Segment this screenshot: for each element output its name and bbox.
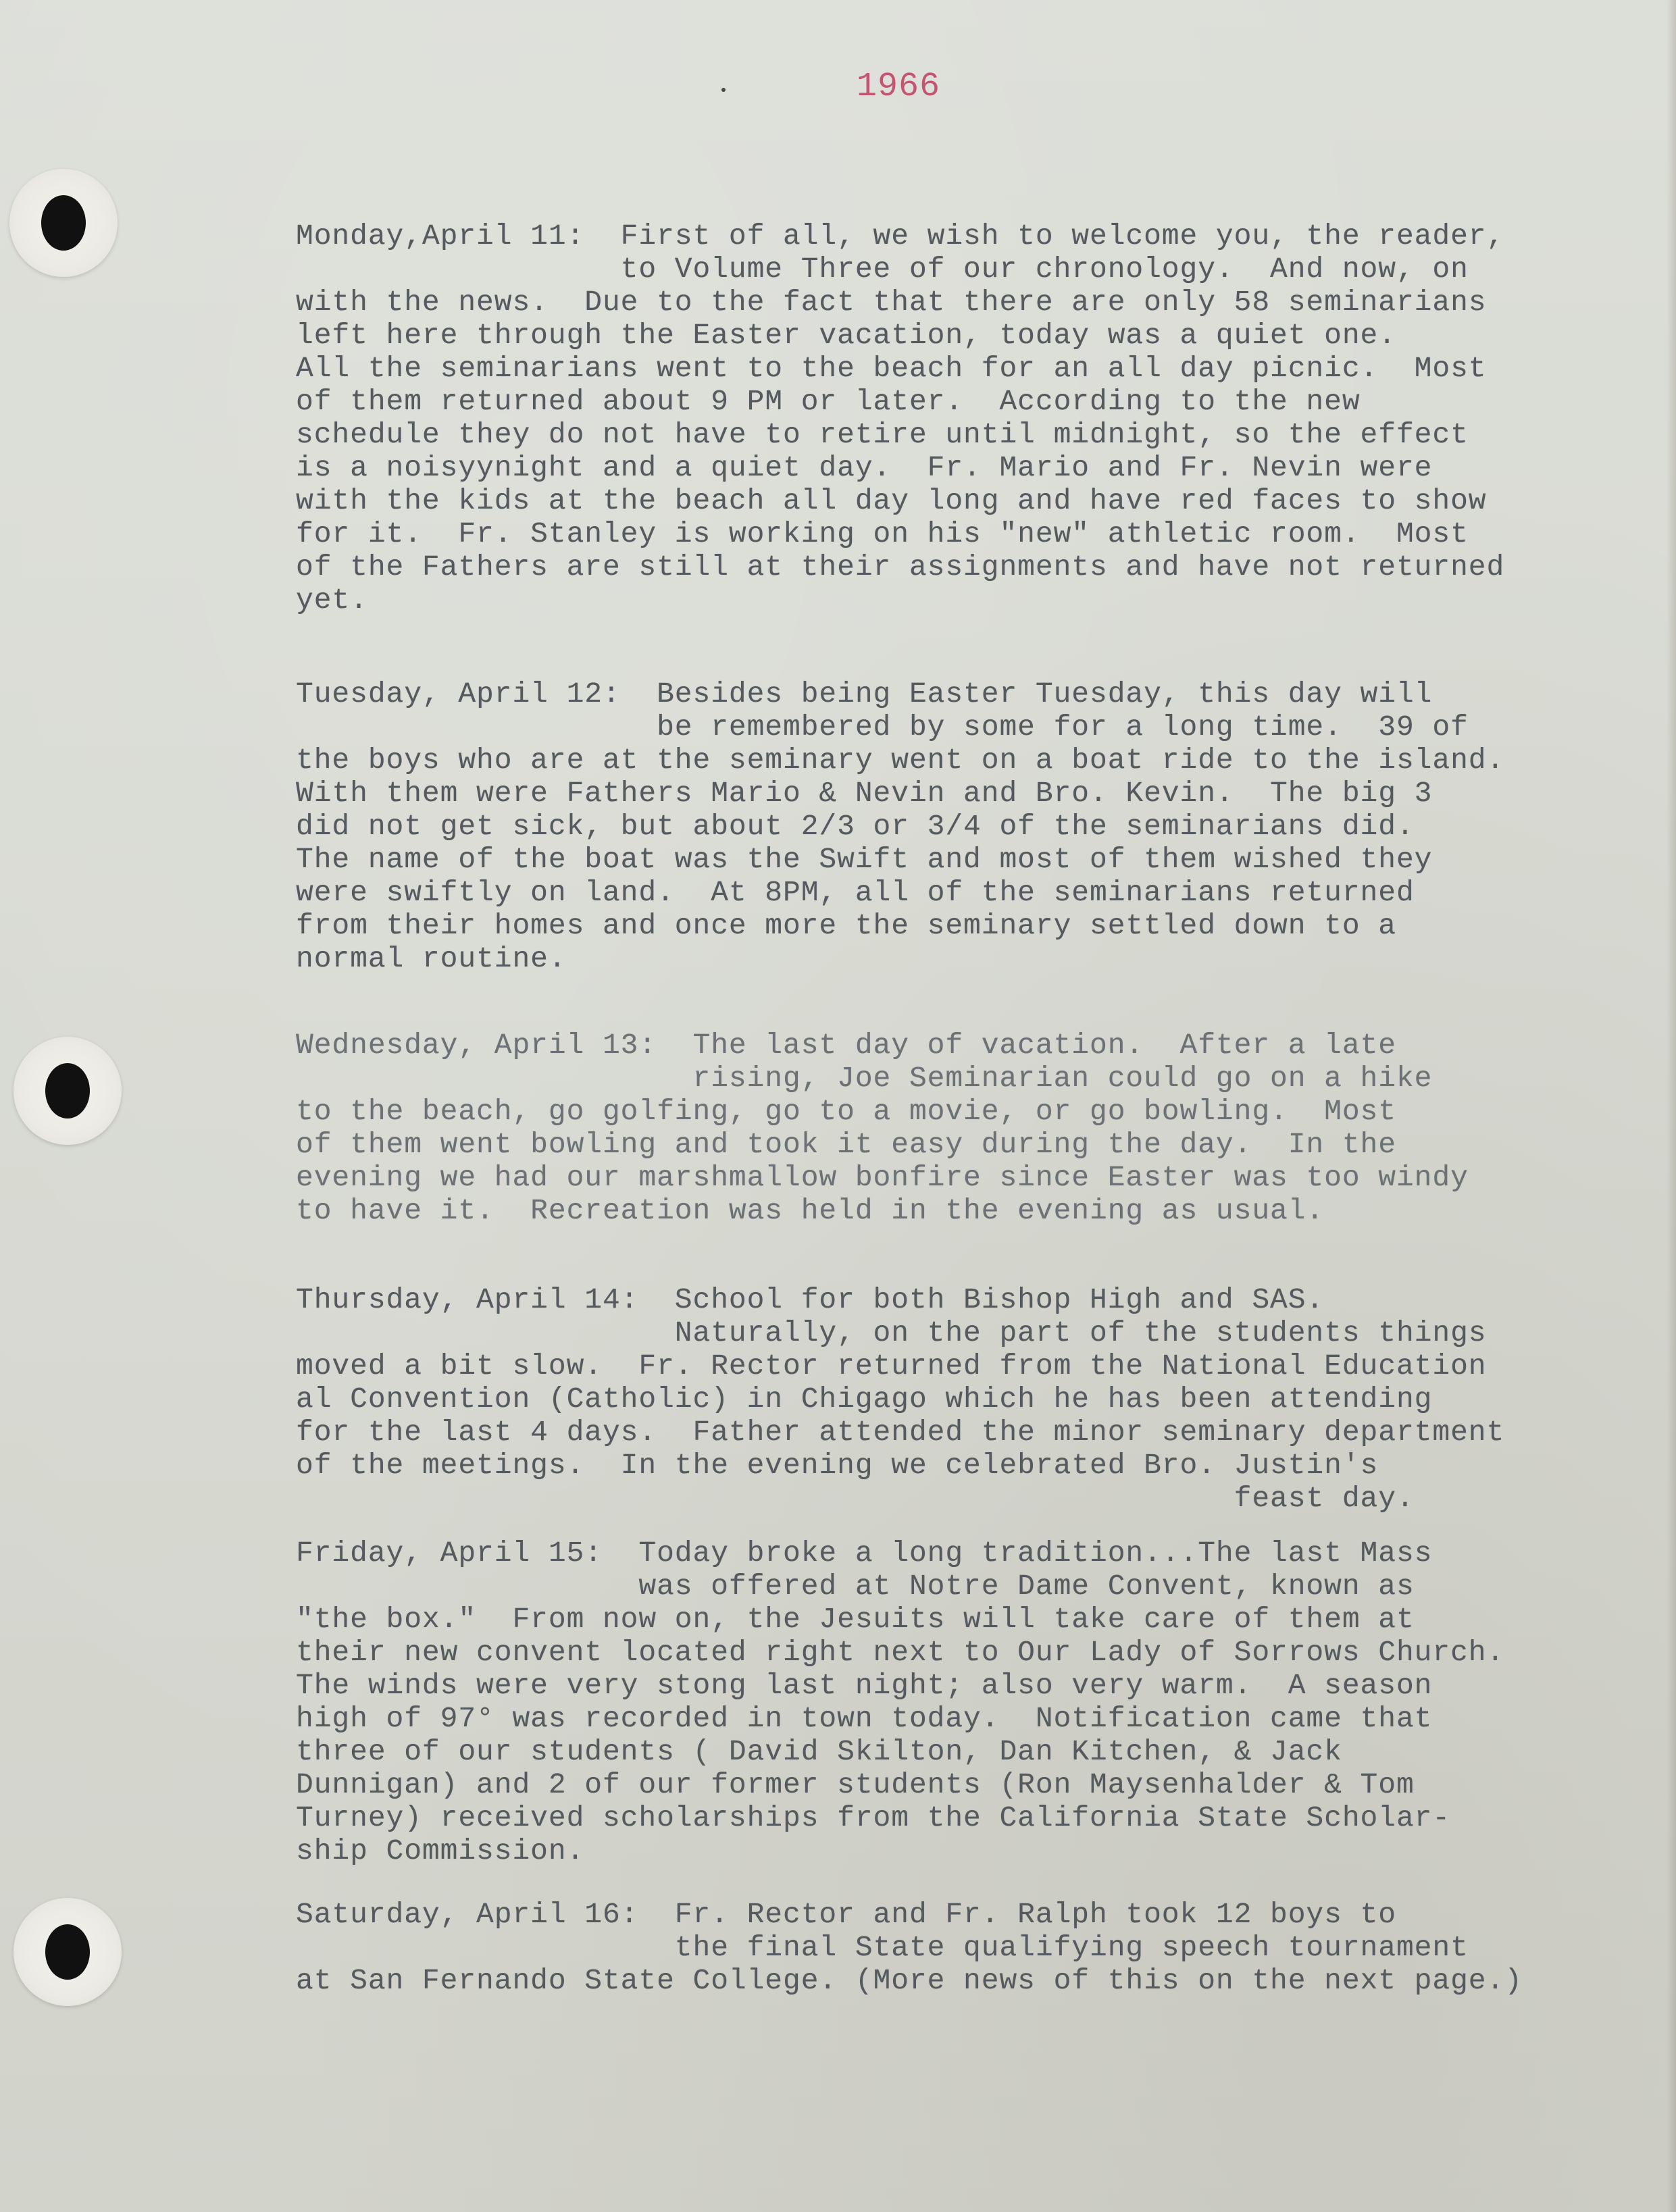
- page-edge-shadow: [1667, 0, 1676, 2212]
- entry-saturday-april-16: Saturday, April 16: Fr. Rector and Fr. Ralph took 12 boys to the final State qualifying speech tournament at San Fernando State College. (More news of this on the next page.): [296, 1898, 1523, 1997]
- entry-thursday-april-14: Thursday, April 14: School for both Bishop High and SAS. Naturally, on the part of the students things moved a bit slow. Fr. Rector returned from the National Education al Convention (Catholic) in Chigago which he has been attending for the last 4 days. Father attended the minor seminary department of the meetings. In the evening we celebrated Bro. Justin's feast day.: [296, 1283, 1505, 1515]
- ink-speck: [721, 88, 726, 92]
- entry-friday-april-15: Friday, April 15: Today broke a long tradition...The last Mass was offered at Notre Dame Convent, known as "the box." From now on, the Jesuits will take care of them at their new convent located right next to Our Lady of Sorrows Church. The winds were very stong last night; also very warm. A season high of 97° was recorded in town today. Notification came that three of our students ( David Skilton, Dan Kitchen, & Jack Dunnigan) and 2 of our former students (Ron Maysenhalder & Tom Turney) received scholarships from the California State Scholar- ship Commission.: [296, 1537, 1505, 1868]
- year-heading: 1966: [857, 68, 941, 106]
- entry-wednesday-april-13: Wednesday, April 13: The last day of vacation. After a late rising, Joe Seminarian could go on a hike to the beach, go golfing, go to a movie, or go bowling. Most of them went bowling and took it easy during the day. In the evening we had our marshmallow bonfire since Easter was too windy to have it. Recreation was held in the evening as usual.: [296, 1029, 1469, 1227]
- binder-hole-middle: [14, 1037, 122, 1145]
- entry-tuesday-april-12: Tuesday, April 12: Besides being Easter Tuesday, this day will be remembered by some for a long time. 39 of the boys who are at the seminary went on a boat ride to the island. With them were Fathers Mario & Nevin and Bro. Kevin. The big 3 did not get sick, but about 2/3 or 3/4 of the seminarians did. The name of the boat was the Swift and most of them wished they were swiftly on land. At 8PM, all of the seminarians returned from their homes and once more the seminary settled down to a normal routine.: [296, 677, 1505, 975]
- binder-hole-bottom: [14, 1898, 122, 2006]
- binder-hole-top: [9, 169, 118, 277]
- entry-monday-april-11: Monday,April 11: First of all, we wish to welcome you, the reader, to Volume Three of our chronology. And now, on with the news. Due to the fact that there are only 58 seminarians left here through the Easter vacation, today was a quiet one. All the seminarians went to the beach for an all day picnic. Most of them returned about 9 PM or later. According to the new schedule they do not have to retire until midnight, so the effect is a noisyynight and a quiet day. Fr. Mario and Fr. Nevin were with the kids at the beach all day long and have red faces to show for it. Fr. Stanley is working on his "new" athletic room. Most of the Fathers are still at their assignments and have not returned yet.: [296, 220, 1505, 617]
